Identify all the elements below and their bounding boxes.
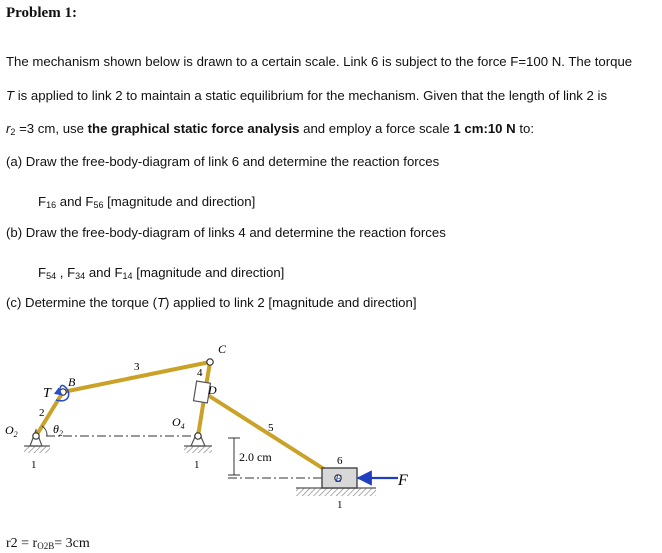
label-d: D	[208, 383, 217, 397]
label-b: B	[68, 375, 76, 389]
part-b: (b) Draw the free-body-diagram of links 4 and determine the reaction forces	[6, 225, 446, 240]
torque-symbol: T	[6, 88, 15, 103]
problem-line-1: The mechanism shown below is drawn to a certain scale. Link 6 is subject to the force F=100 N. The torque	[6, 54, 633, 69]
label-dimension: 2.0 cm	[239, 450, 272, 464]
label-o4: $O_4$	[172, 415, 185, 431]
line-3-part-c: to:	[515, 121, 535, 136]
label-link-1-slider: 1	[337, 499, 343, 511]
f16-symbol: F	[38, 194, 47, 209]
r2-caption-sub: O2B	[37, 541, 55, 551]
f16-sub: 16	[46, 200, 57, 210]
label-f: F	[398, 472, 408, 489]
pin-o4	[195, 433, 201, 439]
r2-caption	[6, 536, 90, 552]
label-link-4: 4	[197, 367, 203, 379]
label-c: C	[218, 342, 227, 356]
line-3-part-b: and employ a force scale	[299, 121, 454, 136]
part-b-sep-1: , F	[56, 265, 76, 280]
pin-c	[207, 359, 213, 365]
f54-symbol: F	[38, 265, 47, 280]
label-theta: $\theta_2$	[53, 422, 63, 438]
f54-sub: 54	[46, 271, 57, 281]
force-scale-emphasis: 1 cm:10 N	[453, 121, 516, 136]
label-link-2: 2	[39, 407, 45, 419]
part-a: (a) Draw the free-body-diagram of link 6 and determine the reaction forces	[6, 154, 440, 169]
label-link-3: 3	[134, 361, 140, 373]
link-5	[203, 392, 338, 478]
problem-title: Problem 1:	[6, 5, 77, 21]
label-link-1-o2: 1	[31, 459, 37, 471]
label-link-1-o4: 1	[194, 459, 200, 471]
f56-sub: 56	[93, 200, 104, 210]
r-sub: 2	[10, 127, 16, 137]
problem-line-2-text: is applied to link 2 to maintain a static equilibrium for the mechanism. Given that the length of link 2 is	[14, 88, 608, 103]
r2-caption-tail: = 3cm	[54, 536, 90, 551]
part-c-a: (c) Determine the torque (	[6, 295, 157, 310]
label-link-5: 5	[268, 422, 274, 434]
r-symbol: r	[6, 121, 11, 136]
part-b-tail: [magnitude and direction]	[132, 265, 285, 280]
f14-sub: 14	[122, 271, 133, 281]
line-3-part-a: =3 cm, use	[15, 121, 88, 136]
pin-o2	[33, 433, 39, 439]
label-link-6: 6	[337, 455, 343, 467]
slider-ground	[296, 488, 376, 496]
part-c-torque-symbol: T	[156, 295, 166, 310]
r2-caption-text: r2 = r	[6, 536, 38, 551]
label-o2: $O_2$	[5, 423, 18, 439]
label-t: T	[43, 386, 51, 401]
part-c-b: ) applied to link 2 [magnitude and direction]	[165, 295, 417, 310]
part-b-sep-2: and F	[85, 265, 123, 280]
label-e: E	[335, 473, 342, 485]
f34-sub: 34	[75, 271, 86, 281]
part-a-and: and F	[56, 194, 94, 209]
method-emphasis: the graphical static force analysis	[87, 121, 300, 136]
part-a-tail: [magnitude and direction]	[103, 194, 256, 209]
